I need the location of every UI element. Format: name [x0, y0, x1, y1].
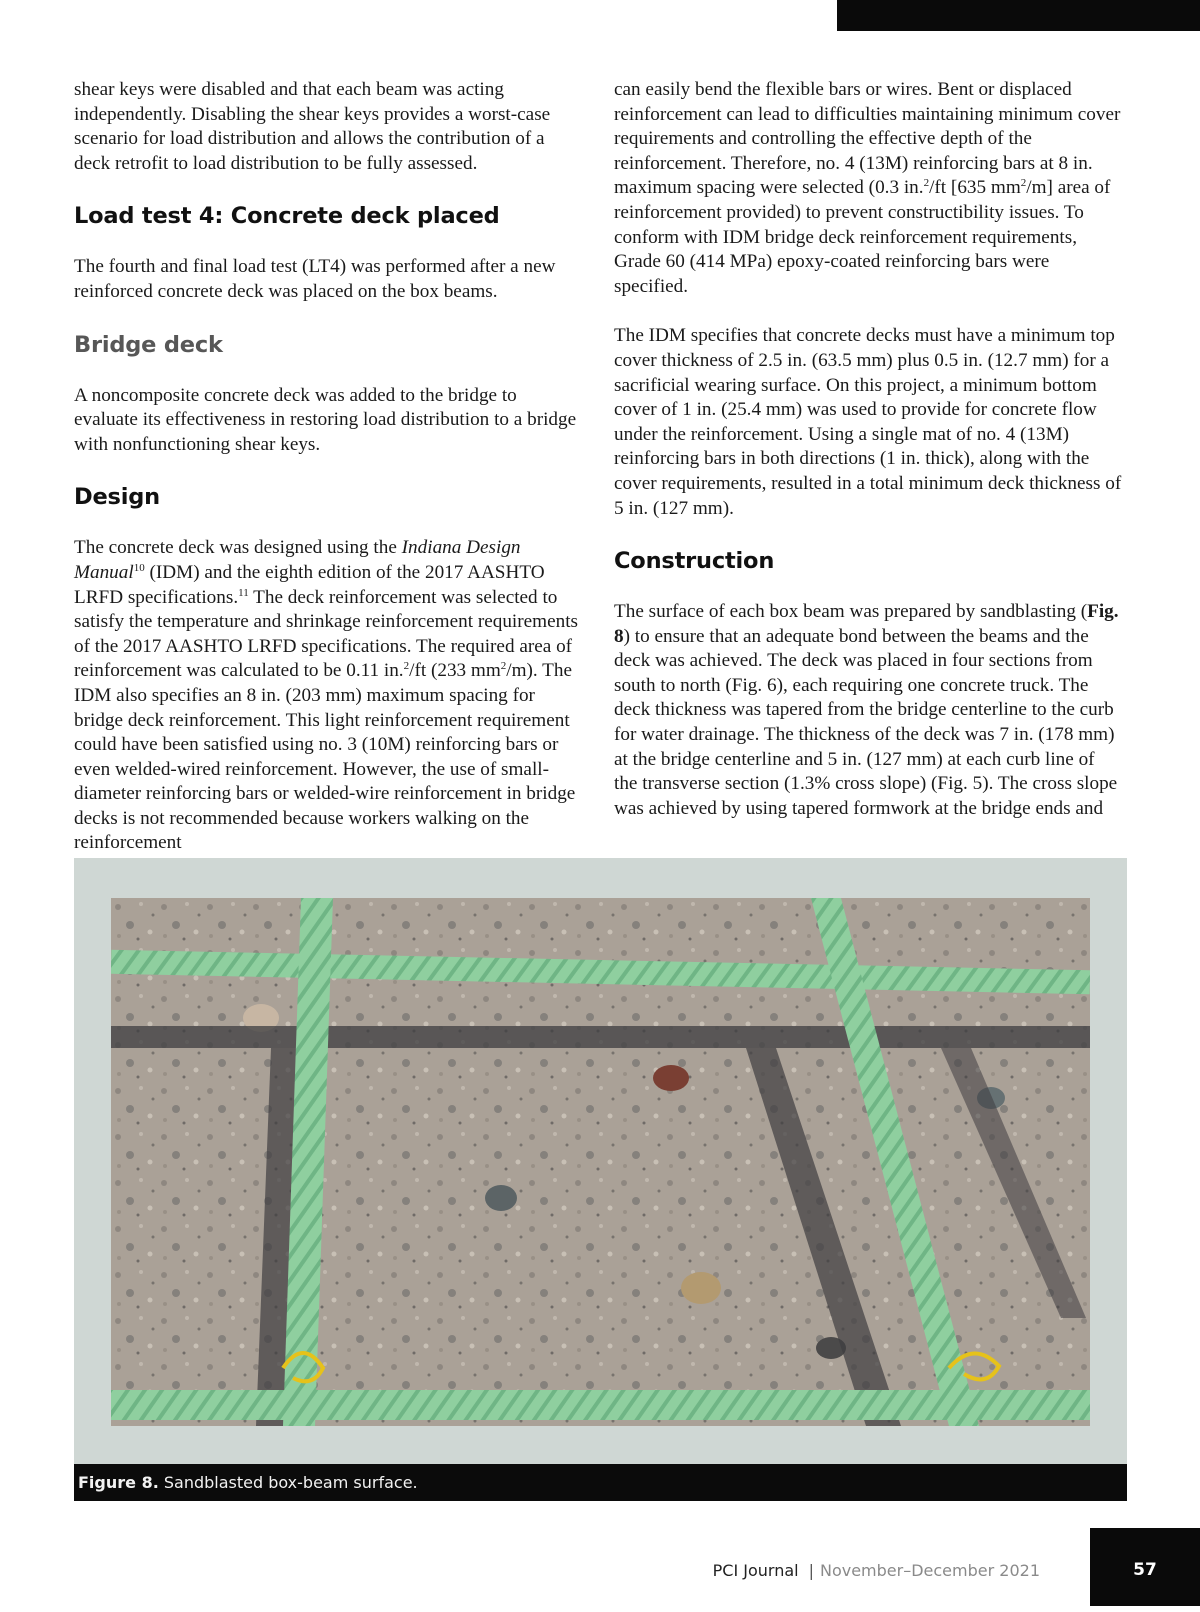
- section-heading-construction: Construction: [614, 548, 775, 575]
- paragraph: The concrete deck was designed using the Indiana Design Manual$^{10}$ (IDM) and the eighth edition of the 2017 AASHTO LRFD specifications.$^{11}$ The deck reinforcement was selected to satisfy the temperature and shrinkage reinforcement requirements of the 2017 AASHTO LRFD specifications. The required area of reinforcement was calculated to be 0.11 in.$^2$/ft (233 $mm^2/m$). The IDM also specifies an 8 in. (203 mm) maximum spacing for bridge deck reinforcement. This light reinforcement requirement could have been satisfied using no. 3 (10M) reinforcing bars or even welded-wired reinforcement. However, the use of small-diameter reinforcing bars or welded-wire reinforcement in bridge decks is not recommended because workers walking on the reinforcement: [74, 537, 578, 854]
- paragraph: The fourth and final load test (LT4) was performed after a new reinforced concrete deck was placed on the box beams.: [74, 256, 556, 302]
- reference-11: 11: [238, 586, 249, 599]
- figure-8: [74, 858, 1127, 1464]
- section-heading-bridge-deck: Bridge deck: [74, 331, 223, 358]
- sandblasted-surface-photo: [111, 898, 1090, 1426]
- page-number: 57: [1090, 1528, 1200, 1606]
- page-footer: [713, 1557, 1040, 1585]
- figure-reference: Fig. 8: [614, 601, 1119, 647]
- manual-title: Indiana Design Manual: [74, 537, 521, 583]
- issue-date: November–December 2021: [819, 1561, 1040, 1580]
- footer-separator: |: [808, 1561, 814, 1580]
- paragraph: shear keys were disabled and that each beam was acting independently. Disabling the shear keys provides a worst-case scenario for load distribution and allows the contribution of a deck retrofit to load distribution to be fully assessed.: [74, 79, 551, 174]
- paragraph: can easily bend the flexible bars or wires. Bent or displaced reinforcement can lead to difficulties maintaining minimum cover requirements and controlling the effective depth of the reinforcement. Therefore, no. 4 (13M) reinforcing bars at 8 in. maximum spacing were selected (0.3 in.$^2$/ft [635 $mm^2/m$] area of reinforcement provided) to prevent constructibility issues. To conform with IDM bridge deck reinforcement requirements, Grade 60 (414 MPa) epoxy-coated reinforcing bars were specified.: [614, 79, 1121, 297]
- reference-10: 10: [133, 561, 145, 574]
- section-heading-design: Design: [74, 484, 160, 511]
- paragraph: The IDM specifies that concrete decks must have a minimum top cover thickness of 2.5 in. (63.5 mm) plus 0.5 in. (12.7 mm) for a sacrificial wearing surface. On this project, a minimum bottom cover of 1 in. (25.4 mm) was used to provide for concrete flow under the reinforcement. Using a single mat of no. 4 (13M) reinforcing bars in both directions (1 in. thick), along with the cover requirements, resulted in a total minimum deck thickness of 5 in. (127 mm).: [614, 325, 1122, 519]
- journal-name: PCI Journal: [712, 1561, 799, 1580]
- section-heading-load-test-4: Load test 4: Concrete deck placed: [74, 203, 500, 230]
- figure-caption: Figure 8. Sandblasted box-beam surface.: [74, 1464, 1127, 1501]
- header-bar: [837, 0, 1200, 31]
- right-column: [614, 78, 1122, 846]
- left-column: [74, 78, 582, 881]
- paragraph: The surface of each box beam was prepared by sandblasting (Fig. 8) to ensure that an adequate bond between the beams and the deck was achieved. The deck was placed in four sections from south to north (Fig. 6), each requiring one concrete truck. The deck thickness was tapered from the bridge centerline to the curb for water drainage. The thickness of the deck was 7 in. (178 mm) at the bridge centerline and 5 in. (127 mm) at each curb line of the transverse section (1.3% cross slope) (Fig. 5). The cross slope was achieved by using tapered formwork at the bridge ends and: [614, 601, 1119, 819]
- paragraph: A noncomposite concrete deck was added to the bridge to evaluate its effectiveness in restoring load distribution to a bridge with nonfunctioning shear keys.: [74, 384, 577, 455]
